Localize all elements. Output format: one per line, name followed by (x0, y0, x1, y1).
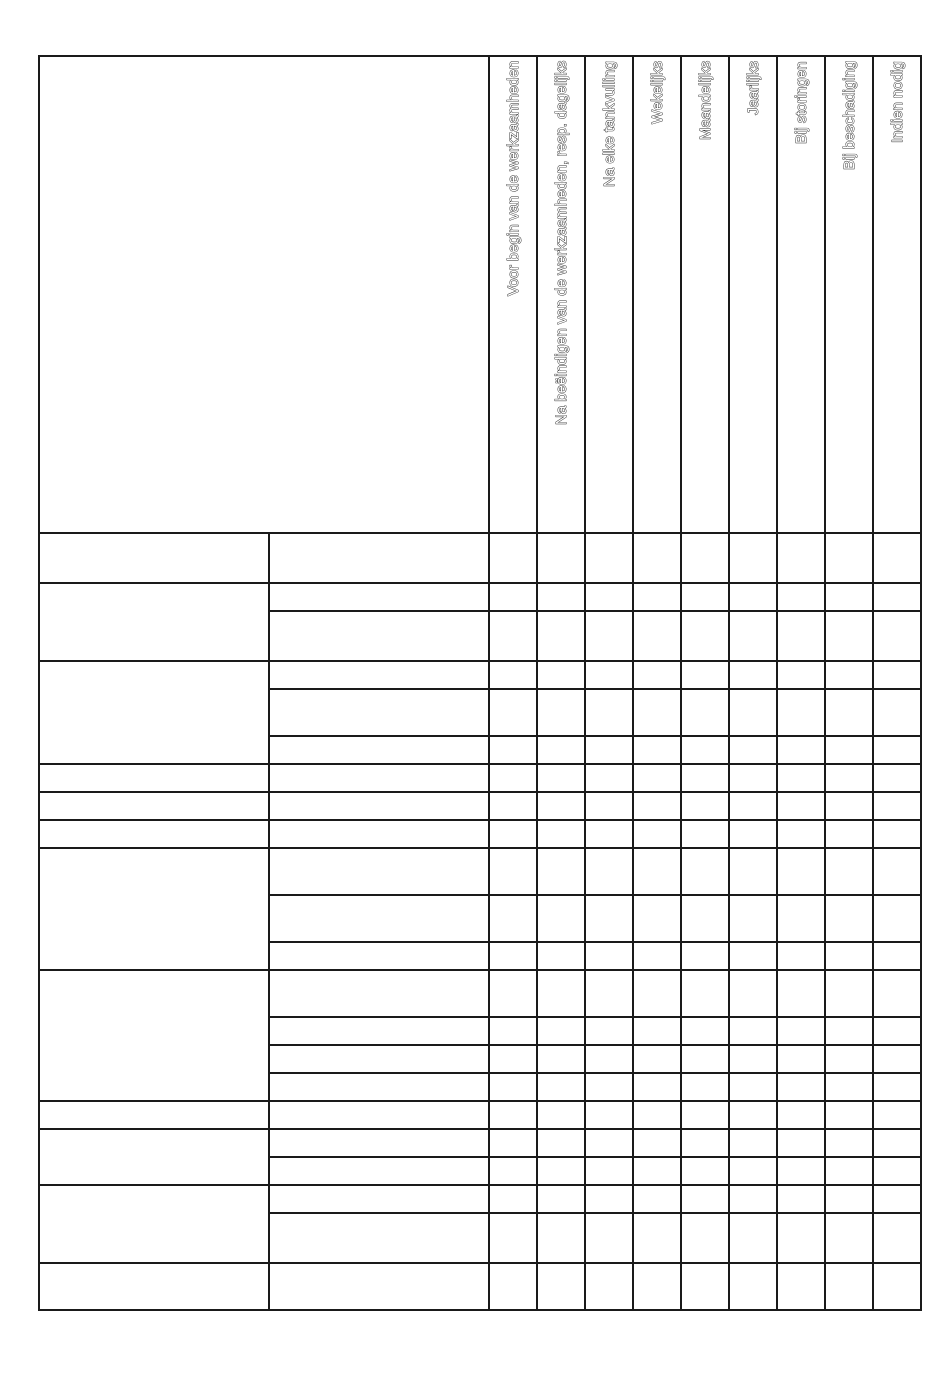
row-divider (268, 941, 920, 943)
group-divider (38, 660, 920, 662)
column-divider (776, 55, 778, 1309)
column-divider (824, 55, 826, 1309)
header-divider (38, 532, 920, 534)
row-divider (268, 688, 920, 690)
group-label (44, 823, 262, 843)
group-label (44, 973, 262, 1096)
group-divider (38, 1100, 920, 1102)
table-border-left (38, 55, 40, 1311)
group-label (44, 851, 262, 965)
group-divider (38, 791, 920, 793)
column-header-wekelijks: Wekelijks (649, 60, 666, 124)
row-divider (268, 1212, 920, 1214)
group-divider (38, 1184, 920, 1186)
column-divider (728, 55, 730, 1309)
group-label (44, 1132, 262, 1180)
row-divider (268, 1156, 920, 1158)
column-header-na-tankvulling: Na elke tankvulling (601, 61, 618, 187)
column-header-na-beeindigen: Na beëindigen van de werkzaamheden, resp. dagelijks (553, 60, 570, 425)
row-divider (268, 1044, 920, 1046)
group-label (44, 664, 262, 759)
group-label (44, 795, 262, 815)
column-header-voor-begin: Voor begin van de werkzaamheden (505, 60, 522, 296)
column-header-jaarlijks: Jaarlijks (745, 60, 762, 115)
column-divider (584, 55, 586, 1309)
column-header-bij-beschadiging: Bij beschadiging (841, 60, 858, 170)
column-divider (680, 55, 682, 1309)
column-header-bij-storingen: Bij storingen (793, 61, 810, 144)
group-divider (38, 1128, 920, 1130)
group-divider (38, 763, 920, 765)
table-border-top (38, 55, 922, 57)
group-label (44, 536, 262, 578)
group-label (44, 1104, 262, 1124)
column-divider (632, 55, 634, 1309)
column-header-indien-nodig: Indien nodig (889, 61, 906, 143)
table-border-bottom (38, 1309, 922, 1311)
column-divider (268, 532, 270, 1309)
group-label (44, 1188, 262, 1258)
group-divider (38, 819, 920, 821)
group-divider (38, 969, 920, 971)
group-label (44, 586, 262, 656)
column-divider (872, 55, 874, 1309)
group-divider (38, 847, 920, 849)
column-divider (488, 55, 490, 1309)
column-header-maandelijks: Maandelijks (697, 60, 714, 140)
group-divider (38, 1262, 920, 1264)
column-divider (536, 55, 538, 1309)
row-divider (268, 1072, 920, 1074)
table-border-right (920, 55, 922, 1311)
row-divider (268, 735, 920, 737)
group-label (44, 1266, 262, 1305)
group-divider (38, 582, 920, 584)
row-divider (268, 1016, 920, 1018)
row-divider (268, 610, 920, 612)
row-divider (268, 894, 920, 896)
group-label (44, 767, 262, 787)
